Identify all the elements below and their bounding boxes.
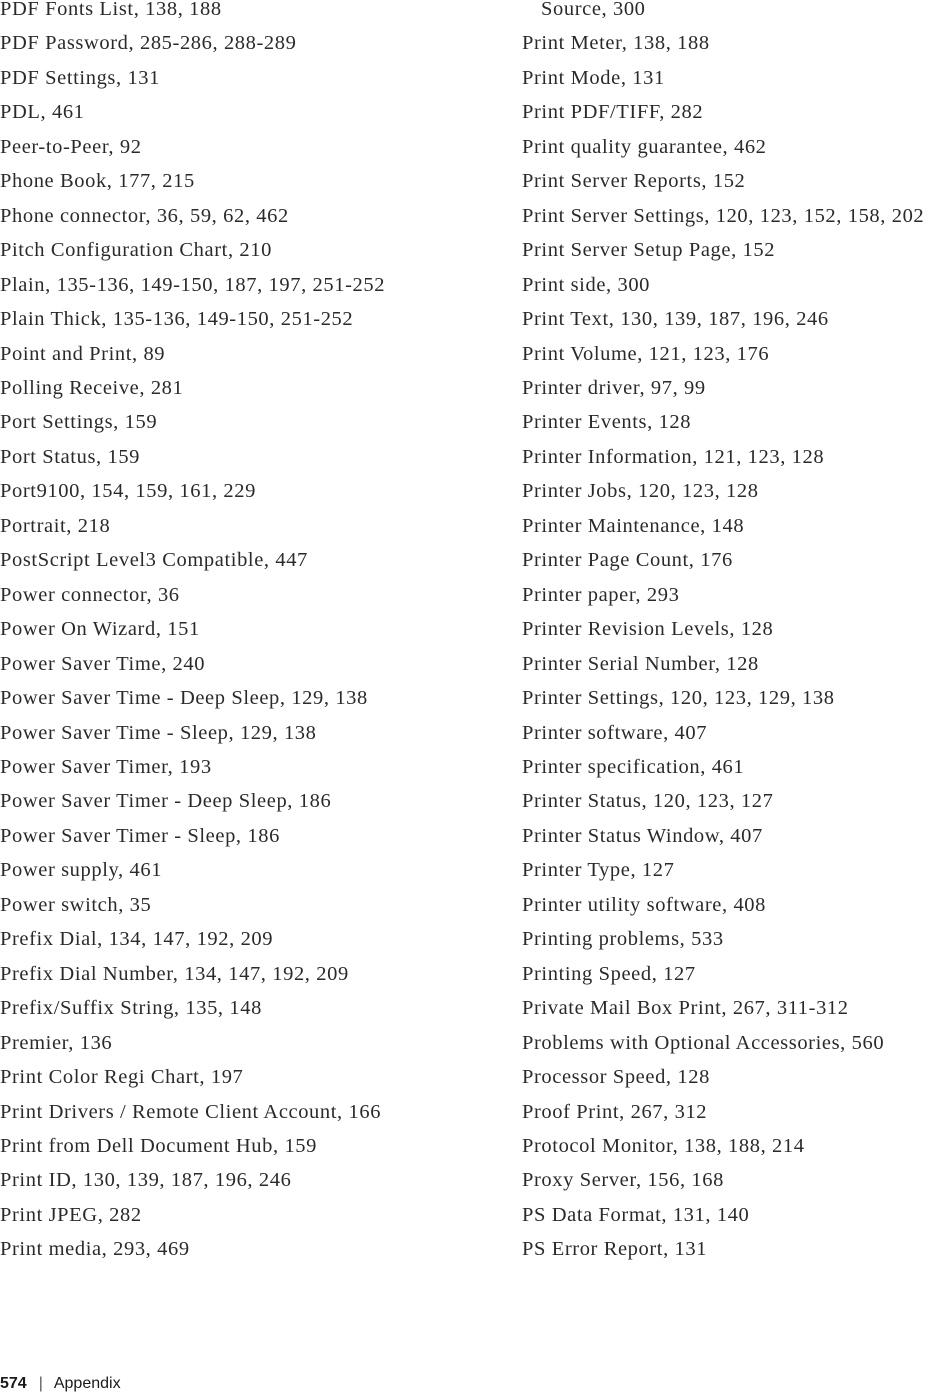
index-entry: Printer Status Window, 407: [522, 824, 763, 847]
index-entry: Pitch Configuration Chart, 210: [0, 239, 272, 262]
index-entry: Print side, 300: [522, 273, 651, 296]
index-entry: Printer utility software, 408: [522, 893, 767, 916]
index-entry: Proxy Server, 156, 168: [522, 1169, 724, 1192]
index-entry: Print media, 293, 469: [0, 1238, 190, 1261]
index-entry: Printer Status, 120, 123, 127: [522, 790, 774, 813]
index-entry: Print Server Reports, 152: [522, 170, 746, 193]
index-entry: Power switch, 35: [0, 893, 152, 916]
index-entry: Print Mode, 131: [522, 66, 665, 89]
index-entry: Power Saver Time - Sleep, 129, 138: [0, 721, 317, 744]
index-entry: PDF Password, 285-286, 288-289: [0, 32, 297, 55]
index-entry: Print from Dell Document Hub, 159: [0, 1134, 318, 1157]
index-entry: PDF Fonts List, 138, 188: [0, 0, 222, 20]
index-entry: Plain Thick, 135-136, 149-150, 251-252: [0, 308, 354, 331]
index-entry: Port Status, 159: [0, 445, 141, 468]
index-entry: Prefix/Suffix String, 135, 148: [0, 997, 262, 1020]
index-entry: Proof Print, 267, 312: [522, 1100, 708, 1123]
index-entry: PostScript Level3 Compatible, 447: [0, 549, 308, 572]
index-entry: Printer Serial Number, 128: [522, 652, 759, 675]
index-entry: Printer paper, 293: [522, 583, 680, 606]
index-entry: Print quality guarantee, 462: [522, 135, 767, 158]
index-entry: PDL, 461: [0, 101, 85, 124]
index-entry: Printer specification, 461: [522, 755, 745, 778]
index-entry: Power Saver Time, 240: [0, 652, 206, 675]
index-entry: Printer Revision Levels, 128: [522, 618, 774, 641]
index-entry: Peer-to-Peer, 92: [0, 135, 142, 158]
index-entry: Printer Events, 128: [522, 411, 692, 434]
index-entry: Prefix Dial Number, 134, 147, 192, 209: [0, 962, 349, 985]
index-entry: Printer Page Count, 176: [522, 549, 733, 572]
index-entry: Print JPEG, 282: [0, 1203, 142, 1226]
index-entry: Print ID, 130, 139, 187, 196, 246: [0, 1169, 292, 1192]
index-entry: Processor Speed, 128: [522, 1066, 710, 1089]
index-entry: Print Drivers / Remote Client Account, 166: [0, 1100, 382, 1123]
index-entry: Prefix Dial, 134, 147, 192, 209: [0, 928, 274, 951]
index-entry: PS Error Report, 131: [522, 1238, 708, 1261]
footer-section-title: Appendix: [53, 1375, 121, 1392]
index-entry: Polling Receive, 281: [0, 376, 184, 399]
page-number: 574: [0, 1375, 27, 1392]
index-entry: Printer Jobs, 120, 123, 128: [522, 480, 759, 503]
index-entry: PS Data Format, 131, 140: [522, 1203, 750, 1226]
index-entry: Printer software, 407: [522, 721, 708, 744]
index-entry: Print Server Settings, 120, 123, 152, 158, 202: [522, 204, 925, 227]
index-entry: Protocol Monitor, 138, 188, 214: [522, 1134, 805, 1157]
index-entry: Power On Wizard, 151: [0, 618, 200, 641]
index-entry: Printer Settings, 120, 123, 129, 138: [522, 687, 835, 710]
index-left-column: [0, 0, 385, 1267]
index-entry: Power Saver Time - Deep Sleep, 129, 138: [0, 687, 368, 710]
index-right-column: [522, 0, 924, 1267]
index-entry: Plain, 135-136, 149-150, 187, 197, 251-252: [0, 273, 386, 296]
index-entry: Private Mail Box Print, 267, 311-312: [522, 997, 849, 1020]
index-entry: Premier, 136: [0, 1031, 113, 1054]
index-entry: Print Server Setup Page, 152: [522, 239, 776, 262]
index-entry: Printing Speed, 127: [522, 962, 696, 985]
index-entry: Printer Type, 127: [522, 859, 675, 882]
index-entry: PDF Settings, 131: [0, 66, 160, 89]
index-entry: Printer driver, 97, 99: [522, 376, 706, 399]
index-entry: Printer Maintenance, 148: [522, 514, 745, 537]
index-entry: Power Saver Timer - Sleep, 186: [0, 824, 280, 847]
index-entry: Print Volume, 121, 123, 176: [522, 342, 770, 365]
index-entry-continuation: Source, 300: [541, 0, 646, 20]
index-entry: Printer Information, 121, 123, 128: [522, 445, 825, 468]
index-entry: Print Text, 130, 139, 187, 196, 246: [522, 308, 829, 331]
index-entry: Print Color Regi Chart, 197: [0, 1066, 244, 1089]
index-entry: Printing problems, 533: [522, 928, 724, 951]
index-entry: Port Settings, 159: [0, 411, 158, 434]
index-entry: Power supply, 461: [0, 859, 163, 882]
index-entry: Phone Book, 177, 215: [0, 170, 195, 193]
index-entry: Power Saver Timer - Deep Sleep, 186: [0, 790, 332, 813]
index-entry: Print PDF/TIFF, 282: [522, 101, 704, 124]
index-entry: Problems with Optional Accessories, 560: [522, 1031, 885, 1054]
index-entry: Power connector, 36: [0, 583, 180, 606]
index-entry: Phone connector, 36, 59, 62, 462: [0, 204, 289, 227]
index-entry: Point and Print, 89: [0, 342, 166, 365]
page-footer: [0, 1373, 121, 1395]
index-entry: Portrait, 218: [0, 514, 111, 537]
footer-separator: |: [38, 1375, 43, 1392]
index-entry: Print Meter, 138, 188: [522, 32, 710, 55]
index-entry: Power Saver Timer, 193: [0, 755, 212, 778]
index-entry: Port9100, 154, 159, 161, 229: [0, 480, 256, 503]
